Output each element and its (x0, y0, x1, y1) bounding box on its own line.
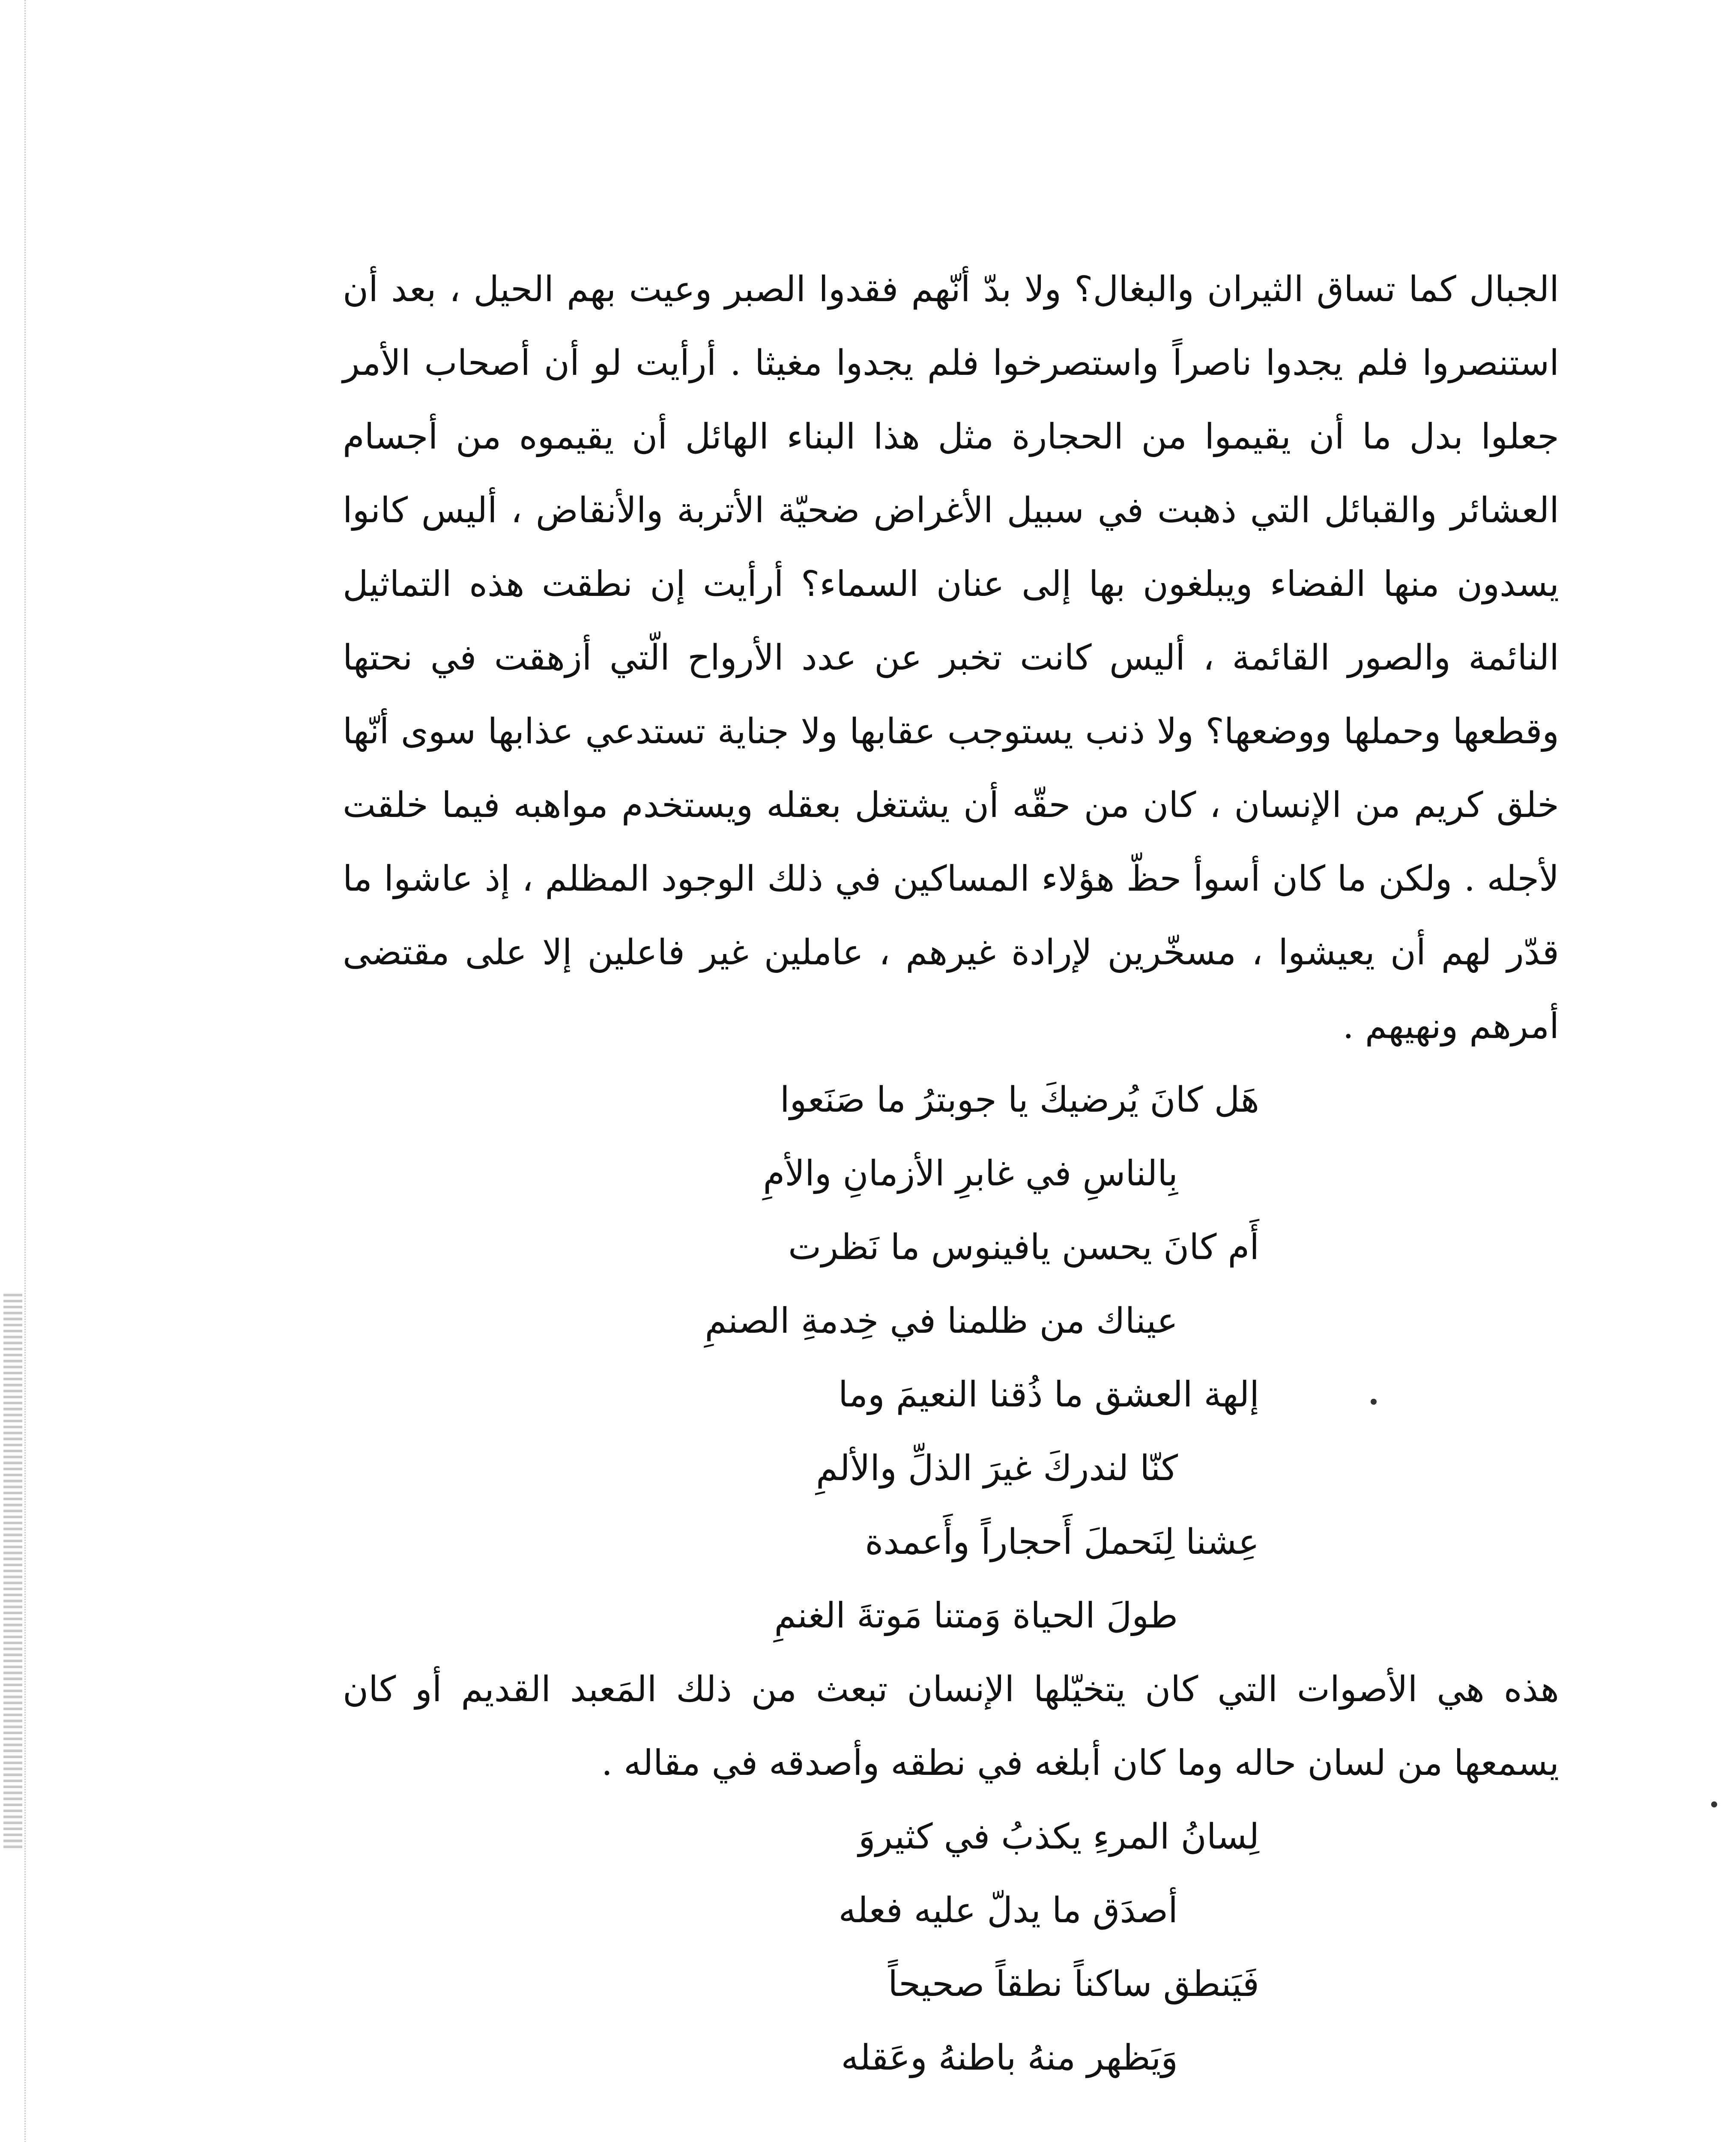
poem-1-line: كنّا لندركَ غيرَ الذلِّ والألمِ (816, 1448, 1178, 1489)
poem-1-line: عِشنا لِنَحملَ أَحجاراً وأَعمدة (865, 1522, 1259, 1562)
page-body (343, 253, 1559, 2095)
poem-2-line: وَيَظهر منهُ باطنهُ وعَقله (841, 2037, 1178, 2078)
poem-2-line: لِسانُ المرءِ يكذبُ في كثيروَ (858, 1816, 1259, 1857)
poem-1-line: عيناك من ظلمنا في خِدمةِ الصنمِ (705, 1301, 1178, 1341)
poem-2 (617, 1800, 1259, 2095)
poem-2-line: أصدَق ما يدلّ عليه فعله (838, 1890, 1178, 1931)
ink-speck (1371, 1399, 1377, 1405)
library-stamp (3, 1294, 22, 1851)
poem-1-line: أَم كانَ يحسن يافينوس ما نَظرت (788, 1227, 1259, 1268)
poem-1-line: طولَ الحياة وَمتنا مَوتةَ الغنمِ (774, 1595, 1178, 1636)
paragraph-1: الجبال كما تساق الثيران والبغال؟ ولا بدّ أنّهم فقدوا الصبر وعيت بهم الحيل ، بعد أن استنصروا فلم يجدوا ناصراً واستصرخوا فلم يجدوا مغيثا . أرأيت لو أن أصحاب الأمر جعلوا بدل ما أن يقيموا من الحجارة مثل هذا البناء الهائل أن يقيموه من أجسام العشائر والقبائل التي ذهبت في سبيل الأغراض ضحيّة الأتربة والأنقاض ، أليس كانوا يسدون منها الفضاء ويبلغون بها إلى عنان السماء؟ أرأيت إن نطقت هذه التماثيل النائمة والصور القائمة ، أليس كانت تخبر عن عدد الأرواح الّتي أزهقت في نحتها وقطعها وحملها ووضعها؟ ولا ذنب يستوجب عقابها ولا جناية تستدعي عذابها سوى أنّها خلق كريم من الإنسان ، كان من حقّه أن يشتغل بعقله ويستخدم مواهبه فيما خلقت لأجله . ولكن ما كان أسوأ حظّ هؤلاء المساكين في ذلك الوجود المظلم ، إذ عاشوا ما قدّر لهم أن يعيشوا ، مسخّرين لإرادة غيرهم ، عاملين غير فاعلين إلا على مقتضى أمرهم ونهيهم . (343, 269, 1559, 1047)
page-edge (0, 0, 26, 2142)
poem-1-line: هَل كانَ يُرضيكَ يا جوبترُ ما صَنَعوا (780, 1080, 1259, 1120)
ink-speck (1711, 1801, 1717, 1807)
paragraph-2: هذه هي الأصوات التي كان يتخيّلها الإنسان تبعث من ذلك المَعبد القديم أو كان يسمعها من لسان حاله وما كان أبلغه في نطقه وأصدقه في مقاله . (343, 1669, 1559, 1783)
poem-1 (617, 1063, 1259, 1653)
poem-1-line: بِالناسِ في غابرِ الأزمانِ والأمِ (763, 1153, 1178, 1194)
poem-1-line: إلهة العشق ما ذُقنا النعيمَ وما (838, 1374, 1259, 1415)
poem-2-line: فَيَنطق ساكناً نطقاً صحيحاً (888, 1964, 1259, 2004)
